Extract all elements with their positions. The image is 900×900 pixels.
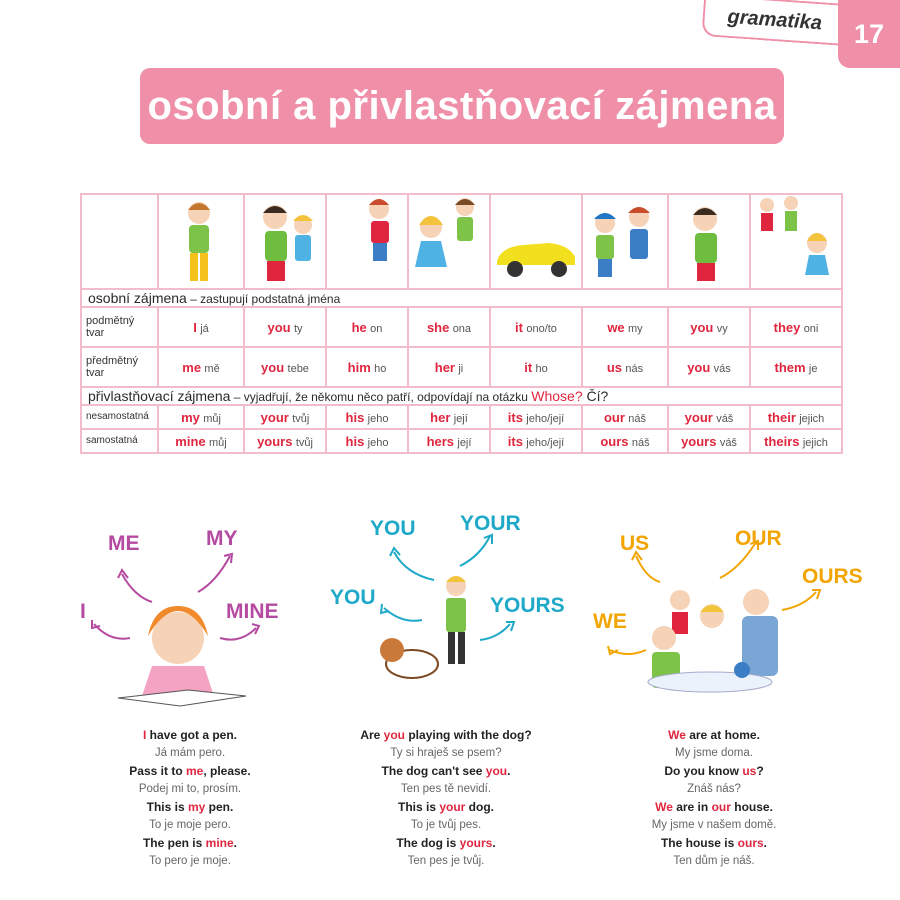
pronoun-czech: jeho bbox=[367, 436, 389, 449]
pronoun-english: you bbox=[690, 319, 714, 335]
word-mine: MINE bbox=[226, 600, 279, 623]
pronoun-cell bbox=[326, 347, 408, 387]
pronoun-czech: jeho bbox=[367, 412, 389, 425]
pronoun-english: your bbox=[260, 409, 289, 425]
highlighted-pronoun: yours bbox=[459, 836, 493, 850]
page-number: 17 bbox=[838, 0, 900, 68]
pronoun-cell bbox=[668, 429, 750, 453]
illustration-cell-you bbox=[244, 194, 326, 289]
pronoun-czech: jeho/její bbox=[526, 412, 565, 425]
illustration-cell-she bbox=[408, 194, 490, 289]
pronoun-english: him bbox=[347, 359, 371, 375]
pronoun-cell bbox=[326, 405, 408, 429]
example-sentence: This is your dog. bbox=[397, 800, 495, 814]
pronoun-english: you bbox=[261, 359, 285, 375]
row-label: předmětný tvar bbox=[81, 347, 158, 387]
pronoun-cell bbox=[750, 307, 842, 347]
two-kids-illustration bbox=[583, 195, 667, 285]
personal-heading-cell bbox=[81, 289, 842, 307]
example-translation: Znáš nás? bbox=[687, 783, 741, 795]
pronoun-czech: ho bbox=[535, 362, 548, 375]
pronoun-english: theirs bbox=[764, 433, 800, 449]
pronoun-cell bbox=[668, 347, 750, 387]
example-translation: To je moje pero. bbox=[149, 819, 231, 831]
pronoun-cell bbox=[750, 347, 842, 387]
row-label: samostatná bbox=[81, 429, 158, 453]
empty-corner-cell bbox=[81, 194, 158, 289]
pronoun-english: its bbox=[507, 409, 523, 425]
example-translation: My jsme v našem domě. bbox=[651, 819, 777, 831]
word-my: MY bbox=[206, 527, 238, 550]
illustration-row bbox=[81, 194, 842, 289]
word-we: WE bbox=[593, 610, 627, 633]
pronoun-czech: můj bbox=[208, 436, 227, 449]
pronoun-english: me bbox=[182, 359, 202, 375]
pronoun-cell bbox=[750, 429, 842, 453]
example-sentence: I have got a pen. bbox=[142, 728, 238, 742]
example-sentence: The house is ours. bbox=[660, 836, 768, 850]
pronoun-english: you bbox=[267, 319, 291, 335]
highlighted-pronoun: us bbox=[742, 764, 757, 778]
pronoun-cell bbox=[408, 307, 490, 347]
word-i: I bbox=[80, 600, 86, 623]
possessive-question: Whose? bbox=[531, 388, 583, 404]
pronoun-czech: je bbox=[808, 362, 818, 375]
pronoun-cell bbox=[244, 405, 326, 429]
example-translation: To je tvůj pes. bbox=[410, 819, 482, 831]
pronoun-english: her bbox=[434, 359, 455, 375]
example-translation: Podej mi to, prosím. bbox=[138, 783, 242, 795]
examples-right bbox=[584, 726, 844, 870]
pronoun-cell bbox=[490, 347, 582, 387]
pronoun-czech: tebe bbox=[287, 362, 309, 375]
pronoun-cell bbox=[750, 405, 842, 429]
pronoun-czech: oni bbox=[803, 322, 819, 335]
pronoun-english: he bbox=[351, 319, 367, 335]
pronoun-czech: vás bbox=[713, 362, 731, 375]
word-our: OUR bbox=[735, 527, 782, 550]
pronoun-cell bbox=[158, 307, 244, 347]
pronoun-cell bbox=[244, 307, 326, 347]
pronoun-english: you bbox=[687, 359, 711, 375]
pronoun-cell bbox=[668, 307, 750, 347]
word-us: US bbox=[620, 532, 650, 555]
pronoun-czech: náš bbox=[628, 412, 647, 425]
illustration-cell-he bbox=[326, 194, 408, 289]
example-sentence: The dog is yours. bbox=[396, 836, 496, 850]
possessive-heading-cell bbox=[81, 387, 842, 405]
highlighted-pronoun: mine bbox=[205, 836, 234, 850]
example-translation: Já mám pero. bbox=[154, 747, 226, 759]
pronoun-czech: ty bbox=[293, 322, 303, 335]
illustration-cell-i bbox=[158, 194, 244, 289]
pronoun-row bbox=[81, 405, 842, 429]
word-yours: YOURS bbox=[490, 594, 565, 617]
example-sentence: This is my pen. bbox=[146, 800, 234, 814]
pronoun-english: us bbox=[606, 359, 623, 375]
pronoun-english: our bbox=[603, 409, 625, 425]
pronoun-cell bbox=[158, 405, 244, 429]
highlighted-pronoun: you bbox=[485, 764, 508, 778]
word-ours: OURS bbox=[802, 565, 863, 588]
examples-middle bbox=[316, 726, 576, 870]
pronoun-czech: ji bbox=[458, 362, 464, 375]
pronoun-english: they bbox=[773, 319, 801, 335]
pronoun-english: its bbox=[507, 433, 523, 449]
example-translation: Ty si hraješ se psem? bbox=[390, 747, 502, 759]
pronoun-czech: ona bbox=[452, 322, 472, 335]
highlighted-pronoun: ours bbox=[737, 836, 764, 850]
word-you-2: YOU bbox=[330, 586, 376, 609]
car-illustration bbox=[491, 195, 581, 285]
pronoun-row bbox=[81, 429, 842, 453]
example-sentence: Pass it to me, please. bbox=[129, 764, 251, 778]
pronoun-czech: váš bbox=[719, 436, 737, 449]
pronoun-cell bbox=[408, 347, 490, 387]
boy-glasses-illustration bbox=[245, 195, 325, 285]
pronoun-czech: ono/to bbox=[526, 322, 557, 335]
pronoun-cell bbox=[326, 429, 408, 453]
illustration-cell-they bbox=[750, 194, 842, 289]
pronoun-czech: její bbox=[453, 412, 468, 425]
example-translation: Ten dům je náš. bbox=[673, 855, 755, 867]
example-sentence: Are you playing with the dog? bbox=[360, 728, 532, 742]
pronoun-table bbox=[80, 193, 843, 454]
highlighted-pronoun: our bbox=[711, 800, 731, 814]
pronoun-cell bbox=[408, 405, 490, 429]
personal-description: – zastupují podstatná jména bbox=[186, 292, 341, 306]
boy-glasses-2-illustration bbox=[669, 195, 749, 285]
pronoun-row bbox=[81, 307, 842, 347]
word-me: ME bbox=[108, 532, 140, 555]
pronoun-cell bbox=[582, 429, 668, 453]
pronoun-english: her bbox=[430, 409, 451, 425]
pronoun-cell bbox=[490, 429, 582, 453]
personal-heading-row bbox=[81, 289, 842, 307]
pronoun-czech: její bbox=[457, 436, 472, 449]
example-translation: Ten pes tě nevidí. bbox=[400, 783, 492, 795]
pronoun-czech: váš bbox=[716, 412, 734, 425]
pronoun-english: it bbox=[524, 359, 533, 375]
illustration-cell-it bbox=[490, 194, 582, 289]
pronoun-english: their bbox=[767, 409, 796, 425]
pronoun-english: them bbox=[774, 359, 806, 375]
pronoun-cell bbox=[490, 307, 582, 347]
highlighted-pronoun: my bbox=[187, 800, 206, 814]
pronoun-cell bbox=[668, 405, 750, 429]
girl-illustration bbox=[409, 195, 489, 285]
example-sentence: The pen is mine. bbox=[142, 836, 238, 850]
example-translation: Ten pes je tvůj. bbox=[407, 855, 485, 867]
pronoun-english: mine bbox=[175, 433, 206, 449]
pronoun-cell bbox=[582, 347, 668, 387]
pronoun-czech: my bbox=[628, 322, 643, 335]
pronoun-english: I bbox=[193, 319, 197, 335]
group-kids-illustration bbox=[751, 195, 841, 285]
personal-heading: osobní zájmena bbox=[88, 290, 187, 306]
possessive-question-cz: Čí? bbox=[582, 388, 609, 404]
pronoun-cell bbox=[158, 347, 244, 387]
example-sentence: The dog can't see you. bbox=[381, 764, 511, 778]
highlighted-pronoun: We bbox=[668, 728, 686, 742]
pronoun-english: yours bbox=[681, 433, 717, 449]
pronoun-english: she bbox=[426, 319, 450, 335]
possessive-heading-row bbox=[81, 387, 842, 405]
pronoun-czech: tvůj bbox=[295, 436, 313, 449]
pronoun-czech: náš bbox=[631, 436, 650, 449]
pronoun-cell bbox=[326, 307, 408, 347]
illustration-cell-we bbox=[582, 194, 668, 289]
pronoun-czech: vy bbox=[716, 322, 728, 335]
pronoun-english: ours bbox=[600, 433, 629, 449]
possessive-description: – vyjadřují, že někomu něco patří, odpovídají na otázku bbox=[230, 390, 532, 404]
section-label: gramatika bbox=[701, 0, 846, 46]
pronoun-czech: tvůj bbox=[292, 412, 310, 425]
pronoun-cell bbox=[582, 307, 668, 347]
pronoun-czech: ho bbox=[374, 362, 387, 375]
pronoun-cell bbox=[158, 429, 244, 453]
pronoun-english: hers bbox=[426, 433, 455, 449]
row-label: podmětný tvar bbox=[81, 307, 158, 347]
pronoun-english: his bbox=[345, 433, 365, 449]
example-sentence: We are in our house. bbox=[655, 800, 773, 814]
example-translation: My jsme doma. bbox=[675, 747, 753, 759]
possessive-rows bbox=[81, 405, 842, 453]
example-sentence: Do you know us? bbox=[664, 764, 764, 778]
pronoun-english: your bbox=[684, 409, 713, 425]
pronoun-english: his bbox=[345, 409, 365, 425]
pronoun-cell bbox=[490, 405, 582, 429]
pronoun-czech: mě bbox=[204, 362, 220, 375]
pronoun-czech: jejich bbox=[802, 436, 828, 449]
possessive-heading: přivlastňovací zájmena bbox=[88, 388, 231, 404]
pronoun-czech: můj bbox=[203, 412, 221, 425]
highlighted-pronoun: me bbox=[185, 764, 204, 778]
row-label: nesamostatná bbox=[81, 405, 158, 429]
pronoun-czech: jeho/její bbox=[526, 436, 565, 449]
pronoun-cell bbox=[244, 347, 326, 387]
pronoun-czech: já bbox=[200, 322, 209, 335]
examples-left bbox=[60, 726, 320, 870]
word-your: YOUR bbox=[460, 512, 521, 535]
personal-rows bbox=[81, 307, 842, 387]
boy-illustration bbox=[159, 195, 243, 285]
highlighted-pronoun: I bbox=[142, 728, 147, 742]
highlighted-pronoun: We bbox=[655, 800, 673, 814]
pronoun-row bbox=[81, 347, 842, 387]
pronoun-cell bbox=[408, 429, 490, 453]
pronoun-czech: jejich bbox=[799, 412, 825, 425]
pronoun-english: yours bbox=[257, 433, 293, 449]
word-you-1: YOU bbox=[370, 517, 416, 540]
example-sentence: We are at home. bbox=[668, 728, 760, 742]
boy-red-illustration bbox=[327, 195, 407, 285]
highlighted-pronoun: you bbox=[383, 728, 406, 742]
pronoun-english: we bbox=[607, 319, 625, 335]
pronoun-cell bbox=[582, 405, 668, 429]
illustration-cell-you-plural bbox=[668, 194, 750, 289]
pronoun-czech: on bbox=[370, 322, 383, 335]
pronoun-english: it bbox=[515, 319, 523, 335]
pronoun-english: my bbox=[181, 409, 200, 425]
highlighted-pronoun: your bbox=[439, 800, 466, 814]
pronoun-cell bbox=[244, 429, 326, 453]
example-translation: To pero je moje. bbox=[149, 855, 231, 867]
pronoun-czech: nás bbox=[625, 362, 644, 375]
page-title: osobní a přivlastňovací zájmena bbox=[140, 68, 784, 144]
